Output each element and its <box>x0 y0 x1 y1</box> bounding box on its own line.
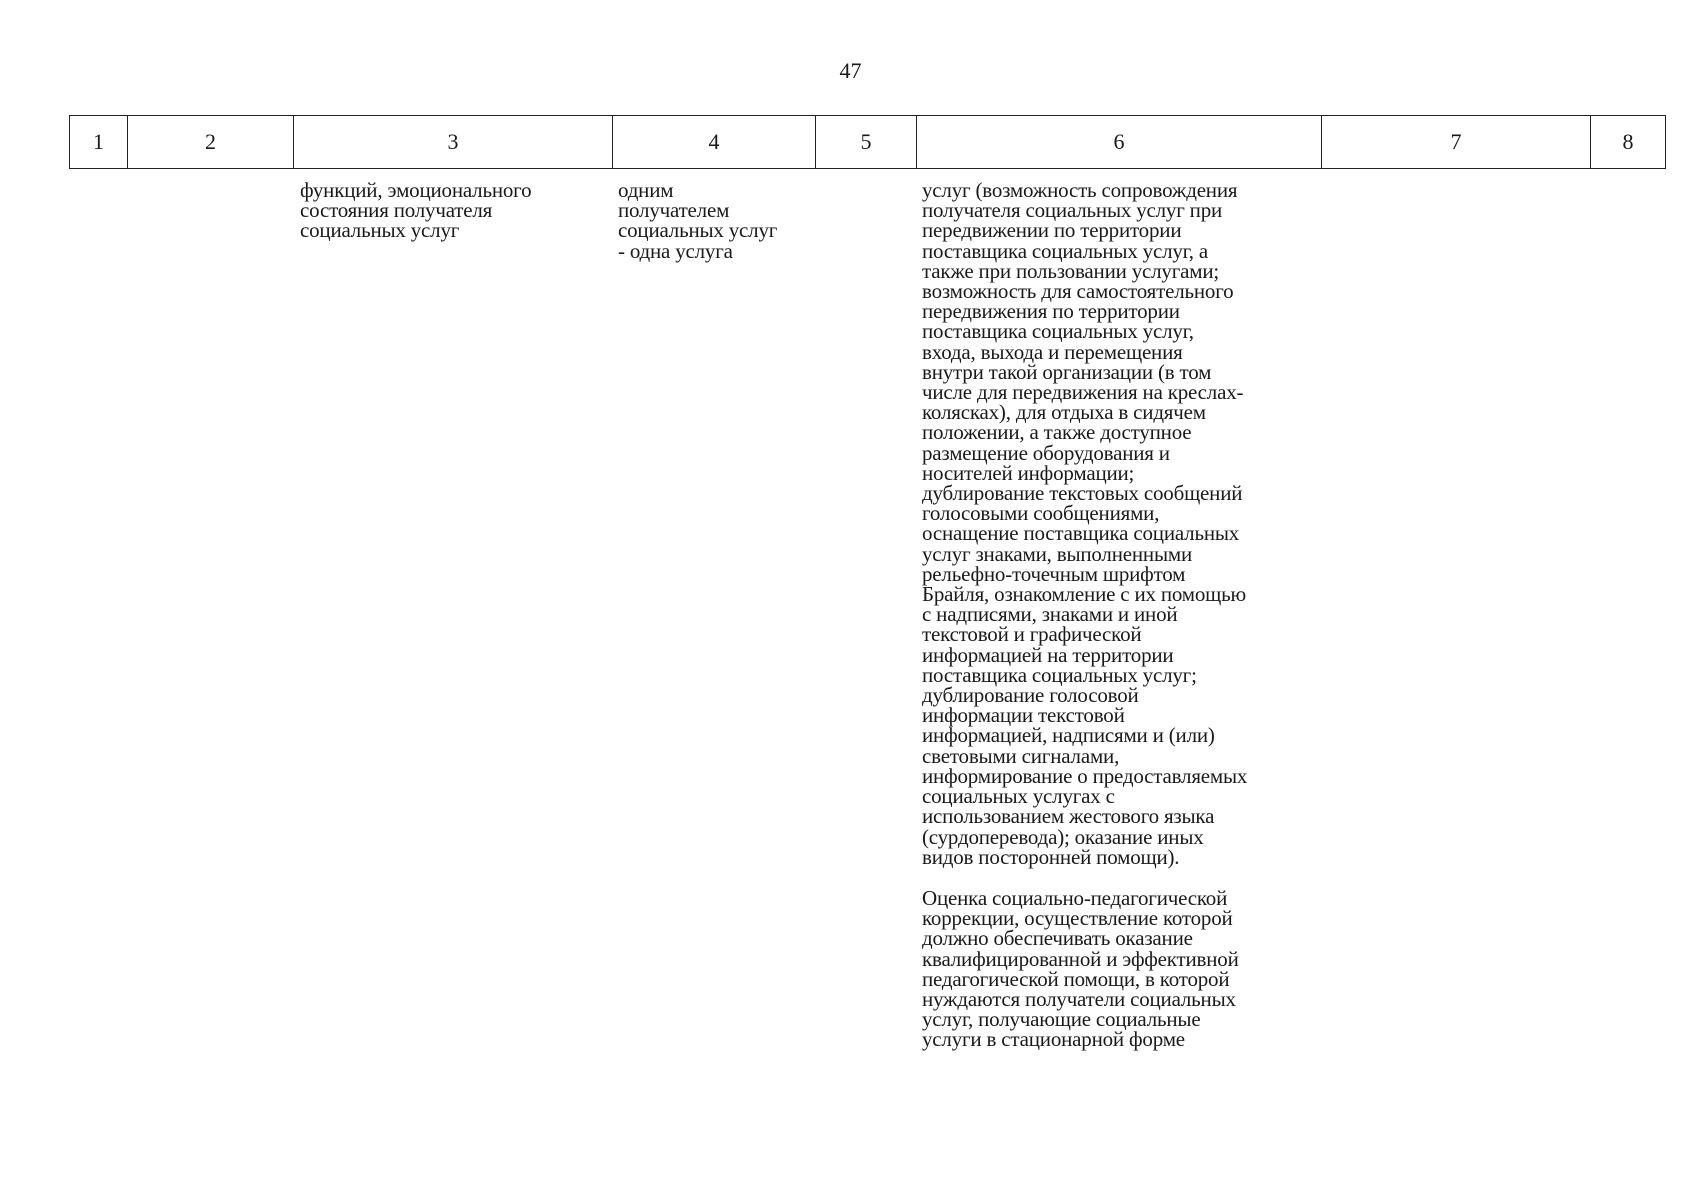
column-number-1: 1 <box>70 116 128 169</box>
cell-col3-text: функций, эмоционального состояния получателя социальных услуг <box>300 178 532 243</box>
column-number-6: 6 <box>917 116 1322 169</box>
cell-col4-text: одним получателем социальных услуг - одна услуга <box>618 178 778 263</box>
column-number-2: 2 <box>128 116 294 169</box>
column-number-3: 3 <box>294 116 613 169</box>
column-number-7: 7 <box>1322 116 1591 169</box>
page-number: 47 <box>839 58 862 83</box>
column-number-4: 4 <box>613 116 816 169</box>
column-number-5: 5 <box>816 116 917 169</box>
table-header-row <box>70 116 1666 169</box>
cell-col6-paragraph-2: Оценка социально-педагогической коррекции, осуществление которой должно обеспечивать оказание квалифицированной и эффективной педагогической помощи, в которой нуждаются получатели социальных услуг, получающие социальные услуги в стационарной форме <box>922 886 1239 1052</box>
cell-col6-paragraph-1: услуг (возможность сопровождения получателя социальных услуг при передвижении по территории поставщика социальных услуг, а также при пользовании услугами; возможность для самостоятельного передвижения по территории поставщика социальных услуг, входа, выхода и перемещения внутри такой организации (в том числе для передвижения на креслах- колясках), для отдыха в сидячем положении, а также доступное размещение оборудования и носителей информации; дублирование текстовых сообщений голосовыми сообщениями, оснащение поставщика социальных услуг знаками, выполненными рельефно-точечным шрифтом Брайля, ознакомление с их помощью с надписями, знаками и иной текстовой и графической информацией на территории поставщика социальных услуг; дублирование голосовой информации текстовой информацией, надписями и (или) световыми сигналами, информирование о предоставляемых социальных услугах с использованием жестового языка (сурдоперевода); оказание иных видов посторонней помощи). <box>922 178 1248 869</box>
table-header <box>69 115 1666 169</box>
column-number-8: 8 <box>1591 116 1666 169</box>
